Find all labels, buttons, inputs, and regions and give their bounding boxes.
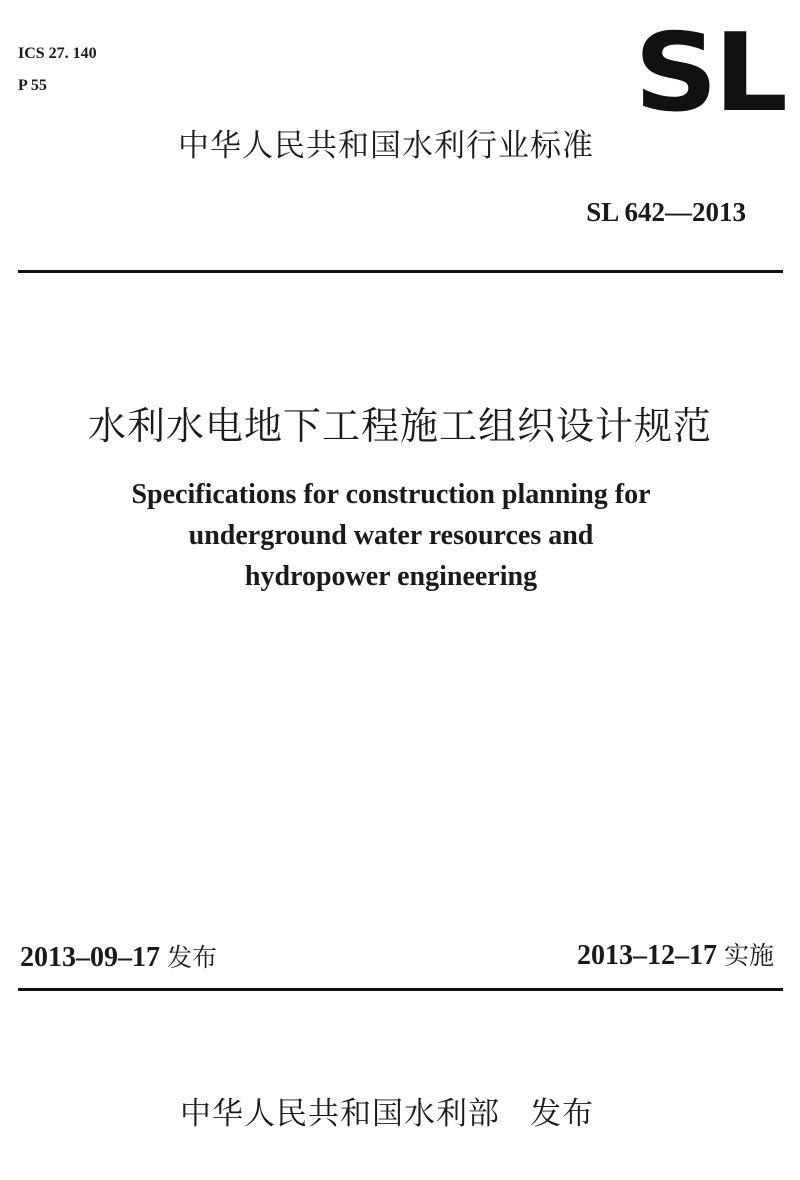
implement-label: 实施 <box>723 941 774 970</box>
implement-date-block <box>577 936 774 976</box>
bottom-divider <box>18 988 783 991</box>
implement-date: 2013–12–17 <box>576 940 717 971</box>
industry-standard-heading: 中华人民共和国水利行业标准 <box>178 128 594 164</box>
publisher-line <box>180 1092 594 1136</box>
title-chinese: 水利水电地下工程施工组织设计规范 <box>87 404 712 448</box>
issue-label: 发布 <box>167 943 218 972</box>
issue-date-block <box>20 938 217 978</box>
publish-label: 发布 <box>530 1096 594 1132</box>
title-english <box>0 474 782 597</box>
ics-code: ICS 27. 140 <box>18 45 97 62</box>
publisher-name: 中华人民共和国水利部 <box>180 1096 500 1132</box>
ccs-code: P 55 <box>18 77 47 94</box>
title-english-line: hydropower engineering <box>244 561 538 592</box>
title-english-line: underground water resources and <box>188 520 594 551</box>
standard-number: SL 642—2013 <box>586 197 746 227</box>
title-english-line: Specifications for construction planning for <box>131 479 651 510</box>
top-divider <box>18 270 783 273</box>
issue-date: 2013–09–17 <box>20 942 160 973</box>
sl-logo: SL <box>634 11 784 136</box>
